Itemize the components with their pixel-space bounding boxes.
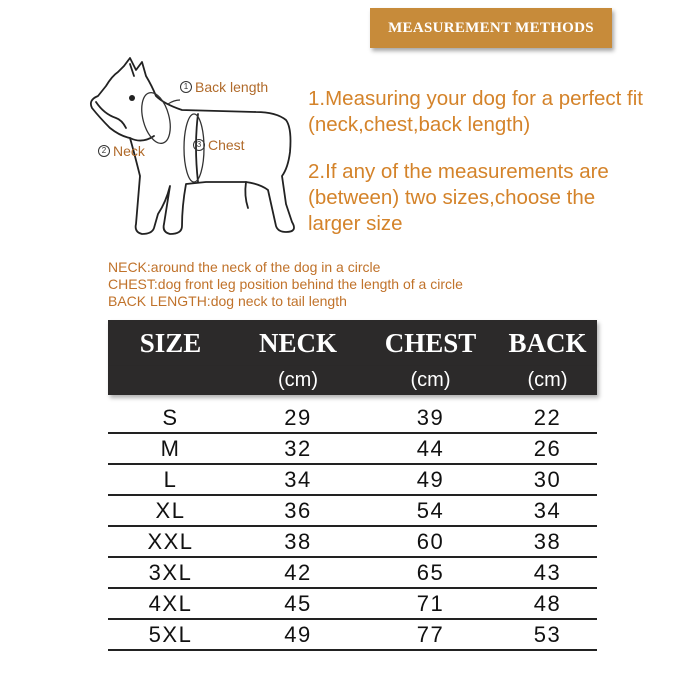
size-cell: XXL	[147, 528, 194, 554]
size-cell: 3XL	[148, 559, 193, 585]
table-row	[108, 496, 597, 527]
number-2-badge: 2	[98, 145, 110, 157]
measurement-definitions	[108, 259, 463, 310]
chest-text: Chest	[208, 137, 245, 153]
instruction-line-2: (neck,chest,back length)	[308, 113, 531, 136]
size-cell: L	[163, 466, 178, 492]
chest-cell: 39	[416, 404, 445, 430]
header-size: SIZE	[139, 327, 202, 358]
neck-definition: NECK:around the neck of the dog in a circle	[108, 259, 381, 275]
number-3-badge: 3	[193, 139, 205, 151]
unit-chest: (cm)	[410, 369, 451, 391]
chest-cell: 77	[416, 621, 445, 647]
chest-label	[193, 137, 245, 153]
table-row	[108, 620, 597, 651]
size-cell: M	[160, 435, 181, 461]
instruction-line-4: (between) two sizes,choose the	[308, 186, 596, 209]
header-chest: CHEST	[384, 327, 477, 358]
chest-cell: 54	[416, 497, 445, 523]
back-length-label	[180, 79, 268, 95]
neck-cell: 45	[284, 590, 312, 616]
header-back: BACK	[508, 327, 587, 358]
size-cell: S	[162, 404, 179, 430]
table-row	[108, 589, 597, 620]
chest-cell: 65	[416, 559, 445, 585]
neck-cell: 36	[284, 497, 312, 523]
back-cell: 22	[533, 404, 562, 430]
chest-cell: 71	[416, 590, 445, 616]
size-cell: 5XL	[148, 621, 193, 647]
instruction-line-3: 2.If any of the measurements are	[308, 160, 609, 183]
back-cell: 30	[533, 466, 562, 492]
neck-text: Neck	[113, 143, 145, 159]
back-cell: 38	[533, 528, 562, 554]
instruction-line-1: 1.Measuring your dog for a perfect fit	[308, 87, 644, 110]
chest-cell: 49	[416, 466, 445, 492]
table-row	[108, 558, 597, 589]
chest-definition: CHEST:dog front leg position behind the length of a circle	[108, 276, 463, 292]
table-row	[108, 527, 597, 558]
size-cell: 4XL	[148, 590, 193, 616]
header-neck: NECK	[258, 327, 337, 358]
size-cell: XL	[155, 497, 186, 523]
unit-neck: (cm)	[278, 369, 318, 391]
neck-cell: 32	[284, 435, 312, 461]
back-length-definition: BACK LENGTH:dog neck to tail length	[108, 293, 347, 309]
size-table-units	[108, 366, 597, 395]
back-length-text: Back length	[195, 79, 269, 95]
table-row	[108, 434, 597, 465]
measurement-methods-banner: MEASUREMENT METHODS	[370, 8, 612, 48]
size-table-body	[108, 403, 597, 651]
chest-cell: 60	[416, 528, 445, 554]
unit-size	[108, 366, 233, 395]
back-cell: 53	[533, 621, 562, 647]
size-table-header	[108, 320, 597, 366]
neck-cell: 38	[284, 528, 312, 554]
back-cell: 26	[533, 435, 562, 461]
neck-cell: 49	[284, 621, 312, 647]
instruction-line-5: larger size	[308, 212, 403, 235]
chest-cell: 44	[416, 435, 445, 461]
neck-cell: 29	[284, 404, 312, 430]
back-cell: 34	[533, 497, 562, 523]
table-row	[108, 465, 597, 496]
number-1-badge: 1	[180, 81, 192, 93]
neck-cell: 42	[284, 559, 312, 585]
neck-label	[98, 143, 145, 159]
back-cell: 48	[533, 590, 562, 616]
table-row	[108, 403, 597, 434]
back-cell: 43	[533, 559, 562, 585]
unit-back: (cm)	[527, 369, 568, 391]
neck-cell: 34	[284, 466, 312, 492]
